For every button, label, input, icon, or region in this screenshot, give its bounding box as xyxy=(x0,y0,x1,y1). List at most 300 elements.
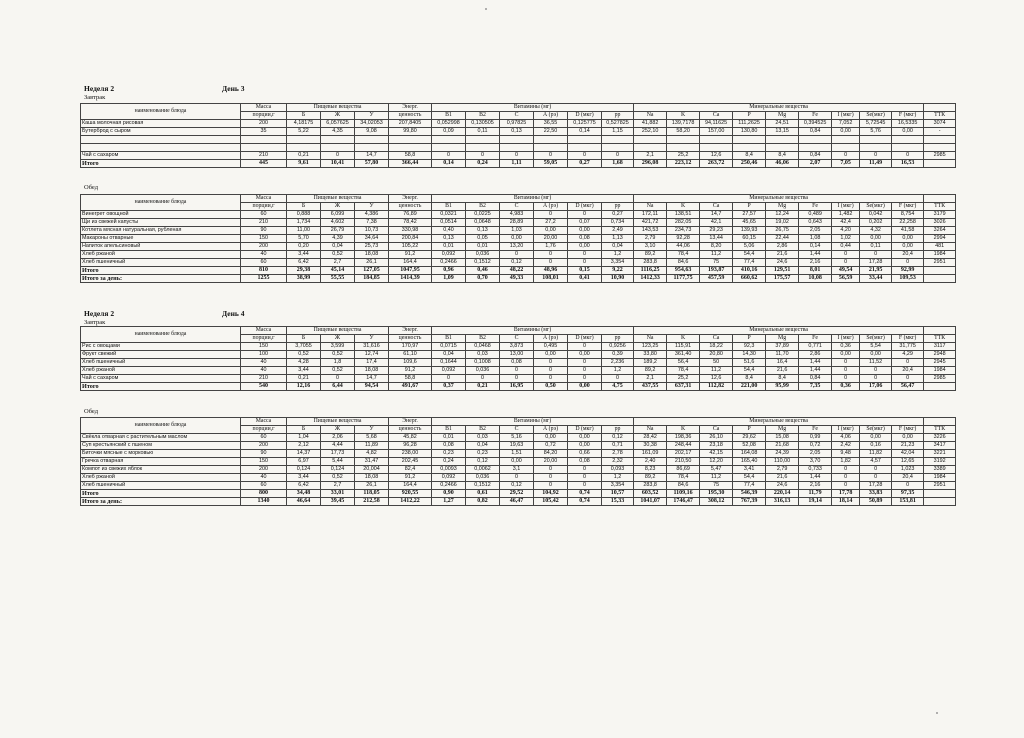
column-subheader: С xyxy=(500,335,534,343)
value-cell: 1047,95 xyxy=(389,267,432,275)
value-cell: 0,04 xyxy=(466,442,500,450)
value-cell: 23,18 xyxy=(700,442,733,450)
value-cell: 0,15 xyxy=(568,267,602,275)
value-cell: 0,46 xyxy=(466,267,500,275)
value-cell xyxy=(466,136,500,144)
value-cell: 0,44 xyxy=(832,243,860,251)
column-subheader: рр xyxy=(602,112,634,120)
value-cell: 34,48 xyxy=(287,490,321,498)
value-cell: 0,1644 xyxy=(432,359,466,367)
value-cell xyxy=(924,275,956,283)
day-label: День 3 xyxy=(222,84,245,93)
value-cell: 0,00 xyxy=(568,434,602,442)
value-cell: 0,036 xyxy=(466,367,500,375)
value-cell: 0 xyxy=(534,359,568,367)
value-cell: 9,08 xyxy=(355,128,389,136)
value-cell: 86,69 xyxy=(667,466,700,474)
value-cell: 0 xyxy=(832,474,860,482)
value-cell: 50,89 xyxy=(860,498,892,506)
value-cell: 31,775 xyxy=(892,343,924,351)
value-cell: 16,53 xyxy=(892,160,924,168)
value-cell: 42,4 xyxy=(832,219,860,227)
value-cell: 15,08 xyxy=(766,434,799,442)
value-cell: 193,87 xyxy=(700,267,733,275)
value-cell: 3,354 xyxy=(602,482,634,490)
value-cell xyxy=(634,144,667,152)
value-cell: 0,07 xyxy=(568,219,602,227)
value-cell: 12,65 xyxy=(892,458,924,466)
value-cell: 0,9256 xyxy=(602,343,634,351)
value-cell: 1,11 xyxy=(500,160,534,168)
value-cell: 56,59 xyxy=(832,275,860,283)
value-cell: 2,16 xyxy=(799,259,832,267)
value-cell: 2,1 xyxy=(634,375,667,383)
value-cell: 52,08 xyxy=(733,442,766,450)
value-cell: 0 xyxy=(832,359,860,367)
value-cell: 4,75 xyxy=(602,383,634,391)
value-cell: 0 xyxy=(832,152,860,160)
value-cell: 18,08 xyxy=(355,367,389,375)
value-cell: 143,53 xyxy=(634,227,667,235)
value-cell: 1984 xyxy=(924,474,956,482)
column-header-blank xyxy=(924,104,956,112)
value-cell: 0,61 xyxy=(466,490,500,498)
value-cell: 0,092 xyxy=(432,251,466,259)
dish-name-cell: Итого xyxy=(81,267,241,275)
value-cell: 76,89 xyxy=(389,211,432,219)
value-cell: 210 xyxy=(241,219,287,227)
value-cell: 0,13 xyxy=(500,128,534,136)
value-cell: 12,24 xyxy=(766,211,799,219)
table-row xyxy=(81,450,956,458)
value-cell: 0,036 xyxy=(466,474,500,482)
value-cell: 0 xyxy=(534,367,568,375)
value-cell: 0,23 xyxy=(432,450,466,458)
value-cell: 0,00 xyxy=(892,235,924,243)
column-subheader: K xyxy=(667,335,700,343)
value-cell xyxy=(700,144,733,152)
column-subheader: ТТК xyxy=(924,112,956,120)
value-cell: 0,643 xyxy=(799,219,832,227)
value-cell: 0 xyxy=(860,466,892,474)
value-cell xyxy=(500,144,534,152)
value-cell: 91,2 xyxy=(389,474,432,482)
value-cell: 7,052 xyxy=(832,120,860,128)
column-subheader: Fe xyxy=(799,112,832,120)
value-cell: 40 xyxy=(241,474,287,482)
value-cell: 2985 xyxy=(924,152,956,160)
value-cell: 202,17 xyxy=(667,450,700,458)
value-cell: 8,4 xyxy=(766,375,799,383)
value-cell xyxy=(832,144,860,152)
value-cell: 0,0093 xyxy=(432,466,466,474)
value-cell: 2,07 xyxy=(799,160,832,168)
value-cell: 22,258 xyxy=(892,219,924,227)
value-cell: 1,44 xyxy=(799,251,832,259)
column-subheader: В2 xyxy=(466,112,500,120)
value-cell: 21,6 xyxy=(766,474,799,482)
value-cell: 3192 xyxy=(924,458,956,466)
value-cell xyxy=(924,490,956,498)
value-cell: 118,05 xyxy=(355,490,389,498)
value-cell: 0 xyxy=(568,466,602,474)
value-cell: 46,64 xyxy=(287,498,321,506)
table-row xyxy=(81,251,956,259)
value-cell: 78,4 xyxy=(667,251,700,259)
value-cell: 36,55 xyxy=(534,120,568,128)
value-cell: 11,00 xyxy=(287,227,321,235)
value-cell xyxy=(389,136,432,144)
column-subheader: ценность xyxy=(389,203,432,211)
value-cell: 540 xyxy=(241,383,287,391)
value-cell: 0,21 xyxy=(287,152,321,160)
dish-name-cell: Каша молочная рисовая xyxy=(81,120,241,128)
value-cell: 0,16 xyxy=(860,442,892,450)
value-cell: 0 xyxy=(568,259,602,267)
value-cell: 0,52 xyxy=(321,251,355,259)
value-cell: 0,202 xyxy=(860,219,892,227)
value-cell: 660,62 xyxy=(733,275,766,283)
value-cell: 0,734 xyxy=(602,219,634,227)
value-cell: 0,82 xyxy=(466,498,500,506)
dish-name-cell: Хлеб пшеничный xyxy=(81,259,241,267)
column-subheader: В1 xyxy=(432,426,466,434)
dish-name-cell: Чай с сахаром xyxy=(81,152,241,160)
value-cell: 0,84 xyxy=(799,375,832,383)
value-cell xyxy=(466,144,500,152)
table-row xyxy=(81,442,956,450)
value-cell: 7,35 xyxy=(799,383,832,391)
table-row xyxy=(81,160,956,168)
value-cell: 330,98 xyxy=(389,227,432,235)
value-cell: 14,7 xyxy=(700,211,733,219)
value-cell: 0,00 xyxy=(832,351,860,359)
value-cell: 92,3 xyxy=(733,343,766,351)
value-cell: 2,78 xyxy=(602,450,634,458)
value-cell: 0,14 xyxy=(799,243,832,251)
value-cell: 0,14 xyxy=(432,160,466,168)
value-cell: 0 xyxy=(602,375,634,383)
value-cell xyxy=(924,144,956,152)
value-cell: 3074 xyxy=(924,120,956,128)
value-cell: 18,14 xyxy=(832,498,860,506)
value-cell: 4,983 xyxy=(500,211,534,219)
column-subheader: В1 xyxy=(432,203,466,211)
value-cell: 0,1008 xyxy=(466,359,500,367)
value-cell: 17,28 xyxy=(860,259,892,267)
column-subheader: Fe xyxy=(799,426,832,434)
value-cell: 0,14 xyxy=(568,128,602,136)
value-cell: 13,44 xyxy=(700,235,733,243)
value-cell: 0,00 xyxy=(534,351,568,359)
column-subheader: Fe xyxy=(799,203,832,211)
column-subheader: Na xyxy=(634,426,667,434)
value-cell: 954,63 xyxy=(667,267,700,275)
value-cell: 89,2 xyxy=(634,474,667,482)
dish-name-cell: Щи из свежей капусты xyxy=(81,219,241,227)
value-cell: 0,11 xyxy=(860,243,892,251)
value-cell: 0,394525 xyxy=(799,120,832,128)
value-cell: 0,125775 xyxy=(568,120,602,128)
value-cell: 0,00 xyxy=(568,442,602,450)
value-cell: 44,06 xyxy=(667,243,700,251)
value-cell xyxy=(321,136,355,144)
value-cell: 0,00 xyxy=(500,235,534,243)
table-row xyxy=(81,211,956,219)
value-cell: 3226 xyxy=(924,434,956,442)
value-cell: 8,754 xyxy=(892,211,924,219)
column-subheader: ТТК xyxy=(924,335,956,343)
value-cell: 210 xyxy=(241,375,287,383)
value-cell: 112,82 xyxy=(700,383,733,391)
meal-label: Завтрак xyxy=(84,94,106,101)
table-row xyxy=(81,490,956,498)
column-subheader: С xyxy=(500,112,534,120)
value-cell: 38,99 xyxy=(287,275,321,283)
value-cell: 0 xyxy=(500,251,534,259)
value-cell: 2945 xyxy=(924,359,956,367)
column-subheader: Б xyxy=(287,426,321,434)
column-subheader: В2 xyxy=(466,203,500,211)
value-cell: 10,41 xyxy=(321,160,355,168)
value-cell: 26,79 xyxy=(321,227,355,235)
dish-name-cell xyxy=(81,136,241,144)
value-cell: 5,44 xyxy=(321,458,355,466)
meal-label: Завтрак xyxy=(84,319,106,326)
value-cell: 0 xyxy=(432,375,466,383)
value-cell: 0 xyxy=(892,375,924,383)
value-cell: 4,82 xyxy=(355,450,389,458)
value-cell: 3117 xyxy=(924,343,956,351)
value-cell xyxy=(667,144,700,152)
column-header-blank xyxy=(924,327,956,335)
nutrition-table-day3-lunch xyxy=(80,194,956,283)
value-cell: 22,44 xyxy=(766,235,799,243)
value-cell: 200 xyxy=(241,442,287,450)
value-cell xyxy=(799,144,832,152)
value-cell: 0,0225 xyxy=(466,211,500,219)
value-cell: 0,66 xyxy=(568,450,602,458)
dish-name-cell: Хлеб пшеничный xyxy=(81,482,241,490)
column-subheader: Ж xyxy=(321,203,355,211)
value-cell: 0,12 xyxy=(602,434,634,442)
dish-name-cell: Хлеб пшеничный xyxy=(81,359,241,367)
value-cell: 138,51 xyxy=(667,211,700,219)
value-cell: 0,90 xyxy=(432,490,466,498)
value-cell: 210,50 xyxy=(667,458,700,466)
table-row xyxy=(81,136,956,144)
dish-name-cell xyxy=(81,144,241,152)
value-cell xyxy=(602,144,634,152)
column-subheader: В1 xyxy=(432,112,466,120)
value-cell xyxy=(568,144,602,152)
value-cell: 42,04 xyxy=(892,450,924,458)
value-cell: 20,4 xyxy=(892,474,924,482)
column-subheader: I (мкг) xyxy=(832,203,860,211)
value-cell: 0 xyxy=(466,152,500,160)
column-subheader: P xyxy=(733,203,766,211)
value-cell: 4,18175 xyxy=(287,120,321,128)
value-cell: 77,4 xyxy=(733,259,766,267)
value-cell xyxy=(924,136,956,144)
value-cell: 189,2 xyxy=(634,359,667,367)
scan-speck xyxy=(485,8,487,10)
value-cell: 1,15 xyxy=(602,128,634,136)
value-cell: 170,97 xyxy=(389,343,432,351)
value-cell: 234,73 xyxy=(667,227,700,235)
value-cell: 29,38 xyxy=(287,267,321,275)
day-label: День 4 xyxy=(222,309,245,318)
value-cell: 7,05 xyxy=(832,160,860,168)
value-cell: 3221 xyxy=(924,450,956,458)
value-cell: 0 xyxy=(432,152,466,160)
value-cell: 220,14 xyxy=(766,490,799,498)
value-cell xyxy=(766,136,799,144)
column-subheader: Se(мкг) xyxy=(860,112,892,120)
value-cell: 0,71 xyxy=(602,442,634,450)
value-cell: 19,63 xyxy=(500,442,534,450)
column-subheader: P xyxy=(733,335,766,343)
value-cell: 96,28 xyxy=(389,442,432,450)
value-cell: 2,16 xyxy=(799,482,832,490)
value-cell: 0,052998 xyxy=(432,120,466,128)
value-cell: 139,7178 xyxy=(667,120,700,128)
value-cell: 11,2 xyxy=(700,251,733,259)
value-cell: 45,82 xyxy=(389,434,432,442)
value-cell: 0 xyxy=(860,474,892,482)
value-cell: 109,6 xyxy=(389,359,432,367)
value-cell: 0 xyxy=(321,152,355,160)
value-cell: 366,44 xyxy=(389,160,432,168)
column-header-vitamins: Витамины (мг) xyxy=(432,418,634,426)
value-cell: 0,20 xyxy=(287,243,321,251)
value-cell xyxy=(924,383,956,391)
value-cell: 4,35 xyxy=(321,128,355,136)
value-cell: 172,11 xyxy=(634,211,667,219)
value-cell xyxy=(667,136,700,144)
column-subheader: Na xyxy=(634,203,667,211)
value-cell xyxy=(832,136,860,144)
dish-name-cell: Хлеб ржаной xyxy=(81,251,241,259)
value-cell: 0,093 xyxy=(602,466,634,474)
column-subheader: Ca xyxy=(700,112,733,120)
dish-name-cell: Итого за день: xyxy=(81,275,241,283)
value-cell: 3,354 xyxy=(602,259,634,267)
value-cell: 1746,47 xyxy=(667,498,700,506)
value-cell: 0,00 xyxy=(860,434,892,442)
value-cell: 546,39 xyxy=(733,490,766,498)
value-cell: 0 xyxy=(534,474,568,482)
value-cell xyxy=(924,267,956,275)
column-subheader: D (мкг) xyxy=(568,335,602,343)
value-cell: 223,12 xyxy=(667,160,700,168)
value-cell: 12,74 xyxy=(355,351,389,359)
value-cell: 1,03 xyxy=(500,227,534,235)
column-header-mass: Масса xyxy=(241,104,287,112)
column-header-blank xyxy=(924,195,956,203)
dish-name-cell: Итого xyxy=(81,490,241,498)
value-cell: 0,08 xyxy=(568,235,602,243)
value-cell: 0,0062 xyxy=(466,466,500,474)
value-cell: 17,4 xyxy=(355,359,389,367)
value-cell: 0,74 xyxy=(568,490,602,498)
value-cell: 0,0648 xyxy=(466,219,500,227)
value-cell: 0,09 xyxy=(432,128,466,136)
value-cell: 13,15 xyxy=(766,128,799,136)
value-cell: 1,68 xyxy=(602,160,634,168)
column-header-mass: Масса xyxy=(241,195,287,203)
value-cell: 0,05 xyxy=(466,235,500,243)
value-cell: 19,14 xyxy=(799,498,832,506)
value-cell: 0,74 xyxy=(568,498,602,506)
value-cell: 26,75 xyxy=(766,227,799,235)
column-subheader: Fe xyxy=(799,335,832,343)
column-subheader: K xyxy=(667,203,700,211)
value-cell: 0,130505 xyxy=(466,120,500,128)
value-cell: 25,73 xyxy=(355,243,389,251)
value-cell: 91,2 xyxy=(389,251,432,259)
value-cell: 4,602 xyxy=(321,219,355,227)
value-cell: 200,84 xyxy=(389,235,432,243)
value-cell: 3,70 xyxy=(799,458,832,466)
value-cell: 0,50 xyxy=(534,383,568,391)
value-cell: 2951 xyxy=(924,259,956,267)
value-cell: 0 xyxy=(832,251,860,259)
value-cell: 0,72 xyxy=(534,442,568,450)
value-cell: 810 xyxy=(241,267,287,275)
dish-name-cell: Итого за день: xyxy=(81,498,241,506)
column-subheader: Mg xyxy=(766,112,799,120)
value-cell: 104,92 xyxy=(534,490,568,498)
value-cell: 263,72 xyxy=(700,160,733,168)
value-cell: 8,4 xyxy=(733,152,766,160)
value-cell: 1,76 xyxy=(534,243,568,251)
value-cell: 10,73 xyxy=(355,227,389,235)
value-cell: 1,2 xyxy=(602,251,634,259)
value-cell: 637,31 xyxy=(667,383,700,391)
value-cell: 12,6 xyxy=(700,375,733,383)
value-cell: 0,24 xyxy=(432,458,466,466)
column-header-minerals: Минеральные вещества xyxy=(634,327,924,335)
value-cell xyxy=(432,144,466,152)
value-cell: 61,10 xyxy=(389,351,432,359)
value-cell: 1,44 xyxy=(799,367,832,375)
value-cell: 410,16 xyxy=(733,267,766,275)
value-cell: 4,386 xyxy=(355,211,389,219)
value-cell: 2951 xyxy=(924,482,956,490)
value-cell: 92,99 xyxy=(892,267,924,275)
value-cell: 4,28 xyxy=(287,359,321,367)
value-cell: 200 xyxy=(241,243,287,251)
value-cell: 30,38 xyxy=(634,442,667,450)
value-cell: 283,8 xyxy=(634,482,667,490)
table-row xyxy=(81,144,956,152)
value-cell: 58,8 xyxy=(389,152,432,160)
value-cell: 316,13 xyxy=(766,498,799,506)
column-subheader: А (рэ) xyxy=(534,335,568,343)
column-subheader: Na xyxy=(634,112,667,120)
value-cell: 11,2 xyxy=(700,367,733,375)
value-cell: 57,80 xyxy=(355,160,389,168)
table-row xyxy=(81,482,956,490)
value-cell: 1984 xyxy=(924,367,956,375)
value-cell: 0,08 xyxy=(432,442,466,450)
dish-name-cell: Винегрет овощной xyxy=(81,211,241,219)
value-cell: 0,97825 xyxy=(500,120,534,128)
value-cell: 24,6 xyxy=(766,482,799,490)
value-cell: 41,882 xyxy=(634,120,667,128)
value-cell: 161,09 xyxy=(634,450,667,458)
